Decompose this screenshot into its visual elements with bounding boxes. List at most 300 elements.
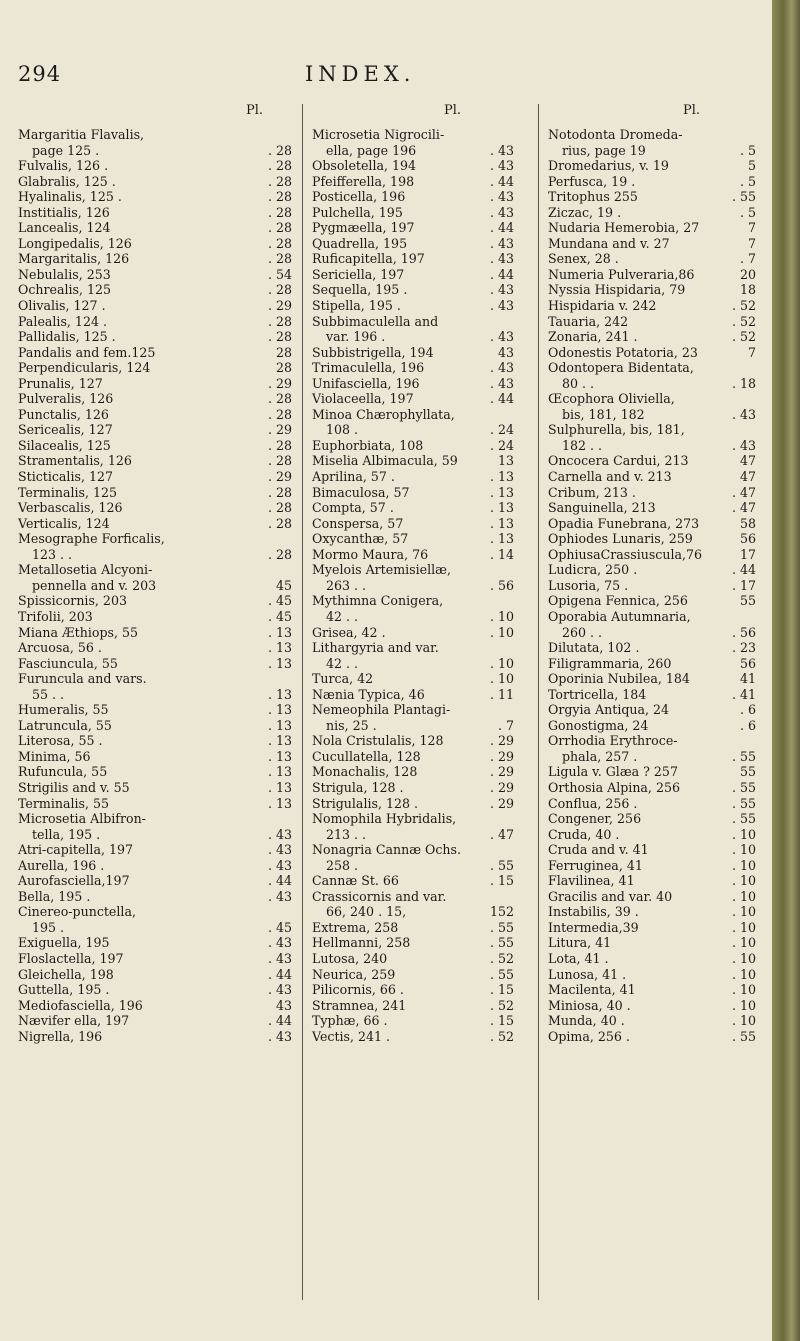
index-entry — [18, 329, 294, 345]
index-entry — [18, 500, 294, 516]
index-entry — [18, 982, 294, 998]
entry-plate: . 44 — [267, 873, 292, 889]
index-entry — [312, 811, 514, 827]
entry-name: Nonagria Cannæ Ochs. — [312, 842, 462, 858]
index-entry — [312, 360, 514, 376]
entry-name: Fulvalis, 126 . — [18, 158, 109, 174]
entry-plate: . 7 — [497, 717, 514, 733]
index-entry — [548, 329, 758, 345]
entry-name: phala, 257 . — [562, 748, 638, 764]
index-entry — [548, 298, 758, 314]
entry-plate: 55 — [739, 593, 756, 609]
index-entry — [548, 1029, 758, 1045]
entry-name: Mesographe Forficalis, — [18, 531, 165, 547]
index-entry — [548, 453, 758, 469]
index-entry — [548, 174, 758, 190]
index-entry — [312, 547, 514, 563]
entry-name: Pfeifferella, 198 — [312, 173, 415, 189]
index-entry — [18, 749, 294, 765]
entry-plate: . 43 — [489, 142, 514, 158]
entry-plate: . 43 — [267, 1028, 292, 1044]
index-entry — [18, 920, 294, 936]
entry-name: Nyssia Hispidaria, 79 — [548, 282, 686, 298]
index-entry — [548, 438, 758, 454]
index-entry — [18, 858, 294, 874]
index-entry — [312, 656, 514, 672]
entry-name: Palealis, 124 . — [18, 313, 107, 329]
entry-name: Pulchella, 195 — [312, 204, 403, 220]
entry-plate: . 28 — [267, 220, 292, 236]
entry-plate: . 28 — [267, 453, 292, 469]
index-entry — [18, 578, 294, 594]
entry-name: 213 . . — [326, 826, 367, 842]
index-entry — [18, 640, 294, 656]
entry-name: Ruficapitella, 197 — [312, 251, 425, 267]
entry-plate: . 44 — [489, 173, 514, 189]
entry-name: Sericiella, 197 — [312, 266, 405, 282]
entry-name: Perfusca, 19 . — [548, 173, 636, 189]
entry-name: Margaritia Flavalis, — [18, 127, 145, 142]
entry-name: pennella and v. 203 — [32, 577, 157, 593]
index-entry — [18, 764, 294, 780]
entry-plate: . 15 — [489, 1013, 514, 1029]
entry-name: Extrema, 258 — [312, 919, 399, 935]
entry-name: Terminalis, 55 — [18, 795, 110, 811]
index-entry — [312, 889, 514, 905]
entry-plate: . 11 — [489, 686, 514, 702]
index-entry — [18, 485, 294, 501]
entry-name: 80 . . — [562, 375, 595, 391]
entry-plate: . 55 — [731, 748, 756, 764]
index-entry — [548, 236, 758, 252]
entry-plate: . 28 — [267, 251, 292, 267]
entry-plate: . 43 — [267, 826, 292, 842]
entry-plate: . 28 — [267, 235, 292, 251]
entry-plate: . 44 — [489, 266, 514, 282]
entry-plate: . 43 — [489, 329, 514, 345]
entry-name: Vectis, 241 . — [312, 1028, 391, 1044]
column-divider — [538, 104, 539, 1300]
entry-plate: . 54 — [267, 266, 292, 282]
entry-name: Subbistrigella, 194 — [312, 344, 434, 360]
entry-plate: . 5 — [739, 142, 756, 158]
index-entry — [548, 764, 758, 780]
entry-plate: . 13 — [489, 500, 514, 516]
entry-name: 258 . — [326, 857, 359, 873]
index-entry — [312, 453, 514, 469]
index-entry — [18, 422, 294, 438]
index-entry — [548, 687, 758, 703]
entry-plate: . 28 — [267, 437, 292, 453]
entry-plate: . 13 — [267, 655, 292, 671]
index-entry — [312, 998, 514, 1014]
entry-name: Miana Æthiops, 55 — [18, 624, 138, 640]
entry-plate: . 23 — [731, 640, 756, 656]
index-entry — [18, 562, 294, 578]
entry-plate: . 45 — [267, 608, 292, 624]
entry-name: Literosa, 55 . — [18, 733, 103, 749]
index-entry — [18, 236, 294, 252]
entry-name: Aprilina, 57 . — [312, 469, 395, 485]
entry-plate: . 28 — [267, 158, 292, 174]
entry-plate: . 52 — [731, 313, 756, 329]
index-entry — [312, 345, 514, 361]
entry-plate: . 43 — [731, 406, 756, 422]
entry-name: Guttella, 195 . — [18, 982, 110, 998]
entry-plate: . 29 — [267, 375, 292, 391]
index-entry — [548, 422, 758, 438]
entry-plate: . 28 — [267, 500, 292, 516]
entry-plate: 58 — [739, 515, 756, 531]
entry-name: Opigena Fennica, 256 — [548, 593, 688, 609]
entry-plate: . 10 — [489, 624, 514, 640]
index-entry — [18, 609, 294, 625]
entry-name: 182 . . — [562, 437, 603, 453]
index-entry — [18, 547, 294, 563]
entry-plate: 20 — [739, 266, 756, 282]
entry-plate: . 13 — [489, 531, 514, 547]
index-entry — [18, 935, 294, 951]
entry-plate: . 10 — [489, 608, 514, 624]
index-entry — [548, 625, 758, 641]
index-entry — [18, 702, 294, 718]
entry-plate: . 43 — [489, 235, 514, 251]
index-entry — [18, 360, 294, 376]
entry-name: Obsoletella, 194 — [312, 158, 417, 174]
entry-plate: . 13 — [267, 733, 292, 749]
page-header — [0, 62, 772, 92]
index-entry — [18, 718, 294, 734]
index-entry — [312, 516, 514, 532]
entry-name: Sequella, 195 . — [312, 282, 408, 298]
entry-plate: 17 — [739, 546, 756, 562]
entry-plate: . 43 — [267, 935, 292, 951]
index-entry — [548, 189, 758, 205]
entry-name: Typhæ, 66 . — [312, 1013, 388, 1029]
entry-name: Floslactella, 197 — [18, 950, 124, 966]
page-title: INDEX. — [305, 62, 416, 86]
index-entry — [312, 982, 514, 998]
index-entry — [312, 391, 514, 407]
entry-plate: . 10 — [731, 888, 756, 904]
index-entry — [312, 764, 514, 780]
entry-name: Instabilis, 39 . — [548, 904, 639, 920]
entry-name: Perpendicularis, 124 — [18, 360, 151, 376]
entry-name: Euphorbiata, 108 — [312, 437, 424, 453]
entry-name: Lunosa, 41 . — [548, 966, 627, 982]
entry-name: Strigula, 128 . — [312, 779, 404, 795]
entry-name: Silacealis, 125 — [18, 437, 111, 453]
index-column-3 — [548, 103, 758, 1044]
index-entry — [548, 951, 758, 967]
entry-name: Numeria Pulveraria,86 — [548, 266, 695, 282]
index-entry — [548, 500, 758, 516]
entry-plate: . 24 — [489, 422, 514, 438]
index-entry — [18, 796, 294, 812]
index-entry — [312, 780, 514, 796]
entry-name: Exiguella, 195 — [18, 935, 110, 951]
entry-plate: . 13 — [267, 795, 292, 811]
entry-name: Orthosia Alpina, 256 — [548, 779, 680, 795]
entry-plate: . 55 — [489, 857, 514, 873]
index-entry — [548, 935, 758, 951]
index-entry — [548, 531, 758, 547]
entry-name: Hellmanni, 258 — [312, 935, 411, 951]
entry-plate: . 13 — [267, 702, 292, 718]
index-entry — [312, 469, 514, 485]
index-entry — [548, 873, 758, 889]
entry-plate: . 7 — [739, 251, 756, 267]
entry-plate: . 28 — [267, 484, 292, 500]
index-entry — [18, 531, 294, 547]
index-entry — [548, 858, 758, 874]
entry-plate: . 10 — [731, 966, 756, 982]
index-entry — [312, 625, 514, 641]
entry-name: Crassicornis and var. — [312, 888, 447, 904]
plate-label: Pl. — [444, 103, 462, 118]
entry-plate: . 10 — [731, 1013, 756, 1029]
entry-plate: . 6 — [739, 717, 756, 733]
entry-name: Aurofasciella,197 — [18, 873, 130, 889]
entry-name: Nomophila Hybridalis, — [312, 811, 457, 827]
entry-name: Hyalinalis, 125 . — [18, 189, 122, 205]
entry-plate: . 28 — [267, 204, 292, 220]
entry-plate: 56 — [739, 655, 756, 671]
index-entry — [18, 267, 294, 283]
entry-name: Unifasciella, 196 — [312, 375, 420, 391]
entry-plate: . 29 — [267, 422, 292, 438]
entry-name: Lota, 41 . — [548, 950, 609, 966]
entry-plate: 5 — [747, 158, 756, 174]
index-entry — [548, 920, 758, 936]
entry-name: bis, 181, 182 — [562, 406, 645, 422]
entry-name: Bimaculosa, 57 — [312, 484, 410, 500]
entry-plate: . 43 — [267, 982, 292, 998]
index-entry — [312, 422, 514, 438]
index-entry — [18, 391, 294, 407]
entry-name: Minoa Chærophyllata, — [312, 406, 455, 422]
index-entry — [548, 671, 758, 687]
index-entry — [18, 593, 294, 609]
entry-plate: . 28 — [267, 282, 292, 298]
entry-plate: . 52 — [731, 298, 756, 314]
entry-name: Sericealis, 127 — [18, 422, 113, 438]
entry-name: Dromedarius, v. 19 — [548, 158, 669, 174]
entry-name: Pilicornis, 66 . — [312, 982, 404, 998]
index-entry — [548, 998, 758, 1014]
index-entry — [312, 127, 514, 143]
index-entry — [18, 687, 294, 703]
entry-name: Cucullatella, 128 — [312, 748, 421, 764]
entry-plate: . 5 — [739, 173, 756, 189]
entry-name: 108 . — [326, 422, 359, 438]
entry-name: 42 . . — [326, 608, 359, 624]
index-entry — [548, 345, 758, 361]
entry-plate: . 45 — [267, 593, 292, 609]
entry-plate: . 44 — [489, 391, 514, 407]
entry-name: 123 . . — [32, 546, 73, 562]
entry-name: Orrhodia Erythroce- — [548, 733, 678, 749]
entry-plate: . 28 — [267, 173, 292, 189]
entry-list — [18, 127, 294, 1044]
entry-name: Spissicornis, 203 — [18, 593, 127, 609]
entry-name: Mediofasciella, 196 — [18, 997, 143, 1013]
page-number: 294 — [18, 62, 62, 86]
entry-name: Turca, 42 — [312, 671, 374, 687]
index-entry — [548, 811, 758, 827]
entry-plate: . 52 — [489, 1028, 514, 1044]
index-entry — [548, 469, 758, 485]
page-edge — [772, 0, 800, 1341]
entry-name: Prunalis, 127 — [18, 375, 103, 391]
entry-name: Verbascalis, 126 — [18, 500, 123, 516]
entry-plate: . 44 — [489, 220, 514, 236]
entry-name: Stramnea, 241 — [312, 997, 407, 1013]
index-entry — [312, 671, 514, 687]
entry-name: tella, 195 . — [32, 826, 101, 842]
entry-name: Orgyia Antiqua, 24 — [548, 702, 670, 718]
entry-plate: . 29 — [489, 748, 514, 764]
index-entry — [312, 640, 514, 656]
entry-plate: . 55 — [489, 919, 514, 935]
entry-plate: 56 — [739, 531, 756, 547]
entry-list — [312, 127, 514, 1044]
entry-plate: . 10 — [731, 919, 756, 935]
column-heading — [18, 103, 294, 127]
index-entry — [312, 687, 514, 703]
entry-plate: . 43 — [267, 857, 292, 873]
entry-plate: . 56 — [489, 577, 514, 593]
index-entry — [18, 827, 294, 843]
entry-name: Myelois Artemisiellæ, — [312, 562, 452, 578]
entry-name: Nævifer ella, 197 — [18, 1013, 130, 1029]
entry-plate: . 52 — [731, 329, 756, 345]
entry-name: Minima, 56 — [18, 748, 91, 764]
index-entry — [18, 1013, 294, 1029]
index-entry — [548, 562, 758, 578]
entry-name: Olivalis, 127 . — [18, 298, 106, 314]
index-entry — [548, 267, 758, 283]
entry-name: 55 . . — [32, 686, 65, 702]
entry-plate: . 13 — [267, 779, 292, 795]
entry-plate: . 13 — [489, 515, 514, 531]
index-entry — [548, 982, 758, 998]
entry-name: Pandalis and fem.125 — [18, 344, 156, 360]
index-entry — [312, 951, 514, 967]
index-entry — [18, 671, 294, 687]
entry-name: Nebulalis, 253 — [18, 266, 111, 282]
entry-name: Strigilis and v. 55 — [18, 779, 130, 795]
entry-name: Ligula v. Glæa ? 257 — [548, 764, 678, 780]
entry-name: Tortricella, 184 — [548, 686, 647, 702]
entry-plate: . 43 — [489, 204, 514, 220]
index-entry — [312, 143, 514, 159]
index-entry — [18, 158, 294, 174]
entry-name: Miselia Albimacula, 59 — [312, 453, 458, 469]
index-entry — [548, 889, 758, 905]
index-entry — [548, 749, 758, 765]
index-entry — [312, 562, 514, 578]
entry-name: Terminalis, 125 — [18, 484, 118, 500]
entry-name: Munda, 40 . — [548, 1013, 625, 1029]
entry-name: Gonostigma, 24 — [548, 717, 649, 733]
index-entry — [548, 827, 758, 843]
entry-plate: . 10 — [731, 842, 756, 858]
index-entry — [18, 1029, 294, 1045]
entry-name: Aurella, 196 . — [18, 857, 105, 873]
index-entry — [18, 251, 294, 267]
entry-plate: . 15 — [489, 873, 514, 889]
entry-name: Subbimaculella and — [312, 313, 439, 329]
entry-name: Posticella, 196 — [312, 189, 406, 205]
index-entry — [312, 267, 514, 283]
entry-plate: . 55 — [731, 811, 756, 827]
index-entry — [18, 656, 294, 672]
index-entry — [312, 749, 514, 765]
index-entry — [548, 702, 758, 718]
entry-name: Quadrella, 195 — [312, 235, 408, 251]
index-entry — [18, 625, 294, 641]
index-entry — [548, 842, 758, 858]
entry-name: Sticticalis, 127 — [18, 469, 113, 485]
entry-name: Latruncula, 55 — [18, 717, 112, 733]
entry-plate: 47 — [739, 453, 756, 469]
index-entry — [312, 158, 514, 174]
entry-name: Nola Cristulalis, 128 — [312, 733, 444, 749]
entry-name: var. 196 . — [326, 329, 386, 345]
index-entry — [18, 516, 294, 532]
index-entry — [312, 904, 514, 920]
entry-plate: . 29 — [267, 298, 292, 314]
entry-plate: 13 — [497, 453, 514, 469]
entry-plate: . 43 — [489, 282, 514, 298]
entry-name: Flavilinea, 41 — [548, 873, 635, 889]
entry-plate: 7 — [747, 220, 756, 236]
index-entry — [312, 858, 514, 874]
entry-plate: . 15 — [489, 982, 514, 998]
index-entry — [548, 780, 758, 796]
entry-name: Trimaculella, 196 — [312, 360, 425, 376]
index-entry — [18, 376, 294, 392]
index-entry — [548, 1013, 758, 1029]
index-entry — [312, 174, 514, 190]
entry-name: Humeralis, 55 — [18, 702, 109, 718]
entry-name: Verticalis, 124 — [18, 515, 110, 531]
entry-plate: . 28 — [267, 546, 292, 562]
entry-name: Notodonta Dromeda- — [548, 127, 683, 142]
index-entry — [312, 189, 514, 205]
index-entry — [312, 578, 514, 594]
entry-plate: . 45 — [267, 919, 292, 935]
entry-plate: . 13 — [267, 624, 292, 640]
index-entry — [548, 609, 758, 625]
entry-plate: . 24 — [489, 437, 514, 453]
entry-plate: . 13 — [267, 640, 292, 656]
entry-name: 263 . . — [326, 577, 367, 593]
entry-plate: 18 — [739, 282, 756, 298]
index-entry — [312, 500, 514, 516]
index-entry — [312, 796, 514, 812]
entry-name: Oporabia Autumnaria, — [548, 608, 691, 624]
entry-name: page 125 . — [32, 142, 100, 158]
entry-name: Mundana and v. 27 — [548, 235, 670, 251]
index-entry — [18, 143, 294, 159]
index-entry — [548, 407, 758, 423]
entry-plate: . 10 — [731, 950, 756, 966]
entry-name: Nudaria Hemerobia, 27 — [548, 220, 700, 236]
entry-name: Miniosa, 40 . — [548, 997, 631, 1013]
entry-plate: . 5 — [739, 204, 756, 220]
